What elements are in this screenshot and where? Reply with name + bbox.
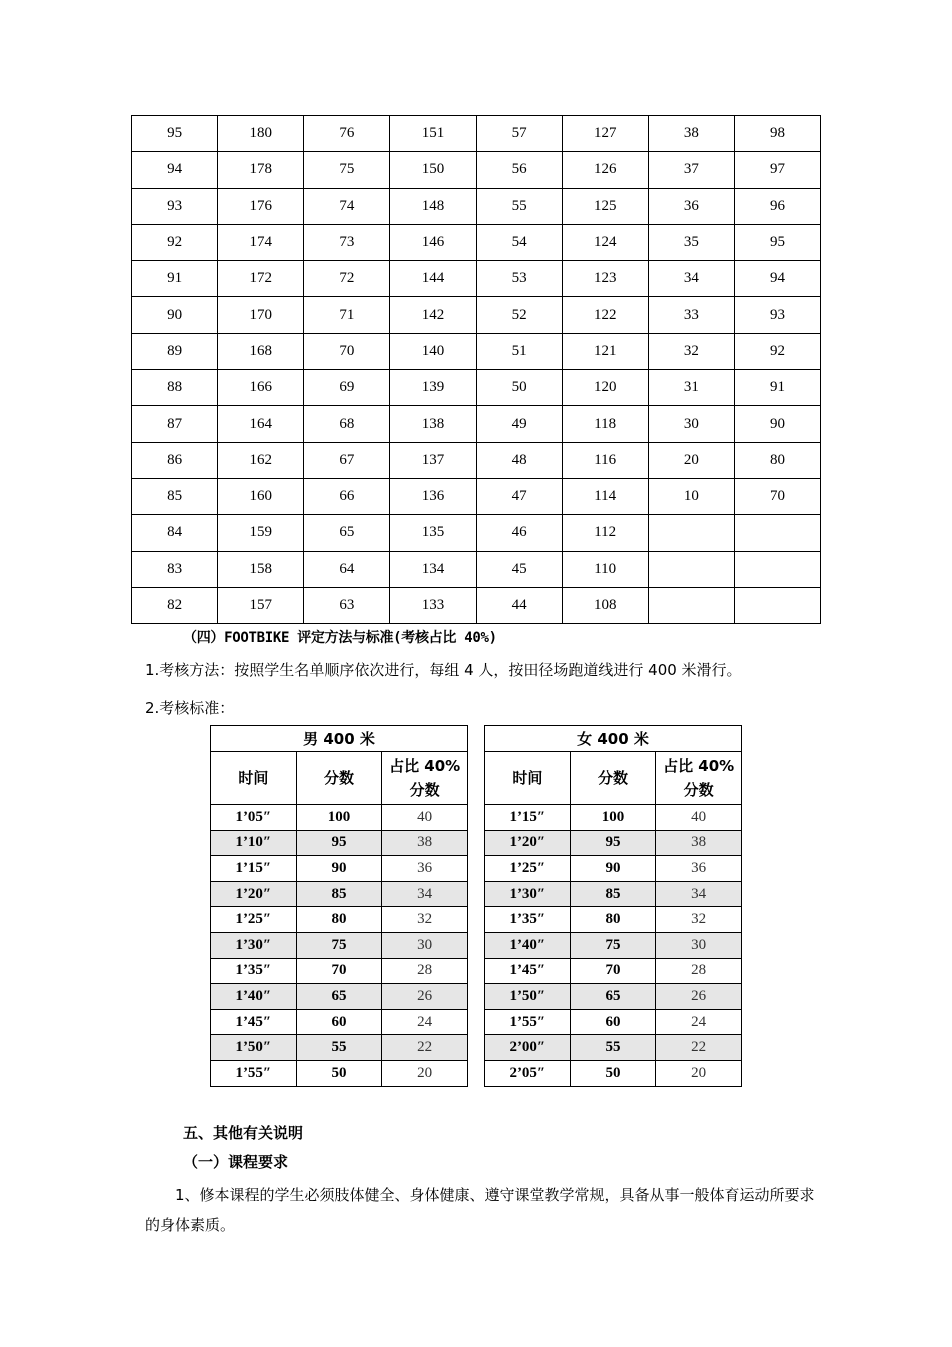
table-cell: 91	[734, 370, 820, 406]
course-requirements-title: （一）课程要求	[183, 1153, 289, 1171]
women-table-row	[485, 932, 742, 958]
table-cell: 68	[304, 406, 390, 442]
table-cell: 52	[476, 297, 562, 333]
men-table-row	[211, 1035, 468, 1061]
table-cell: 124	[562, 224, 648, 260]
table-cell: 162	[218, 442, 304, 478]
table-row	[132, 442, 821, 478]
table-cell: 139	[390, 370, 476, 406]
score-cell: 80	[296, 907, 382, 933]
score-cell: 80	[570, 907, 656, 933]
men-table-row	[211, 805, 468, 831]
time-cell: 1’55″	[485, 1009, 571, 1035]
table-cell: 178	[218, 152, 304, 188]
time-cell: 1’30″	[211, 932, 297, 958]
table-cell	[734, 515, 820, 551]
weighted-score-cell: 24	[382, 1009, 468, 1035]
time-cell: 1’50″	[211, 1035, 297, 1061]
table-cell: 76	[304, 116, 390, 152]
men-table-row	[211, 1060, 468, 1086]
table-cell: 180	[218, 116, 304, 152]
table-cell: 118	[562, 406, 648, 442]
table-cell: 30	[648, 406, 734, 442]
score-cell: 100	[296, 805, 382, 831]
table-cell: 123	[562, 261, 648, 297]
table-cell: 93	[132, 188, 218, 224]
weighted-score-cell: 30	[656, 932, 742, 958]
score-cell: 70	[296, 958, 382, 984]
table-row	[132, 370, 821, 406]
weighted-score-cell: 30	[382, 932, 468, 958]
table-row	[132, 587, 821, 623]
score-cell: 50	[570, 1060, 656, 1086]
table-cell	[648, 587, 734, 623]
table-cell: 83	[132, 551, 218, 587]
table-cell: 70	[304, 333, 390, 369]
men-table-row	[211, 830, 468, 856]
table-cell: 84	[132, 515, 218, 551]
table-cell: 20	[648, 442, 734, 478]
table-cell: 49	[476, 406, 562, 442]
table-cell	[648, 515, 734, 551]
table-cell: 172	[218, 261, 304, 297]
time-cell: 2’00″	[485, 1035, 571, 1061]
table-cell: 38	[648, 116, 734, 152]
table-cell: 70	[734, 478, 820, 514]
time-cell: 1’55″	[211, 1060, 297, 1086]
table-cell: 120	[562, 370, 648, 406]
score-cell: 65	[570, 984, 656, 1010]
time-cell: 1’15″	[485, 805, 571, 831]
table-cell: 140	[390, 333, 476, 369]
table-cell: 114	[562, 478, 648, 514]
time-cell: 1’45″	[485, 958, 571, 984]
weighted-score-cell: 20	[382, 1060, 468, 1086]
weighted-score-cell: 34	[382, 881, 468, 907]
table-cell: 144	[390, 261, 476, 297]
table-cell: 37	[648, 152, 734, 188]
table-cell: 138	[390, 406, 476, 442]
score-cell: 65	[296, 984, 382, 1010]
weighted-score-cell: 28	[382, 958, 468, 984]
table-cell: 127	[562, 116, 648, 152]
time-cell: 2’05″	[485, 1060, 571, 1086]
men-table-row	[211, 1009, 468, 1035]
table-cell: 85	[132, 478, 218, 514]
table-cell: 98	[734, 116, 820, 152]
table-cell: 157	[218, 587, 304, 623]
table-cell: 136	[390, 478, 476, 514]
men-header-score: 分数	[296, 752, 382, 805]
table-cell: 142	[390, 297, 476, 333]
score-cell: 55	[296, 1035, 382, 1061]
table-cell: 121	[562, 333, 648, 369]
table-cell: 51	[476, 333, 562, 369]
weighted-score-cell: 40	[382, 805, 468, 831]
table-cell: 168	[218, 333, 304, 369]
table-cell: 63	[304, 587, 390, 623]
table-row	[132, 261, 821, 297]
table-row	[132, 297, 821, 333]
time-cell: 1’40″	[485, 932, 571, 958]
table-cell: 80	[734, 442, 820, 478]
table-cell: 67	[304, 442, 390, 478]
weighted-score-cell: 26	[656, 984, 742, 1010]
table-cell: 87	[132, 406, 218, 442]
table-cell: 50	[476, 370, 562, 406]
men-header-time: 时间	[211, 752, 297, 805]
women-table-row	[485, 984, 742, 1010]
table-cell	[648, 551, 734, 587]
table-row	[132, 478, 821, 514]
women-table-row	[485, 1009, 742, 1035]
time-cell: 1’35″	[485, 907, 571, 933]
time-cell: 1’20″	[211, 881, 297, 907]
score-cell: 55	[570, 1035, 656, 1061]
table-cell: 93	[734, 297, 820, 333]
men-400m-table	[210, 725, 468, 1087]
table-cell: 133	[390, 587, 476, 623]
table-cell: 45	[476, 551, 562, 587]
section5-title: 五、其他有关说明	[183, 1124, 304, 1142]
weighted-score-cell: 26	[382, 984, 468, 1010]
time-cell: 1’45″	[211, 1009, 297, 1035]
table-cell: 134	[390, 551, 476, 587]
table-cell: 73	[304, 224, 390, 260]
table-cell: 31	[648, 370, 734, 406]
men-table-row	[211, 984, 468, 1010]
table-cell: 176	[218, 188, 304, 224]
weighted-score-cell: 38	[382, 830, 468, 856]
table-cell: 89	[132, 333, 218, 369]
table-row	[132, 224, 821, 260]
table-cell: 94	[734, 261, 820, 297]
table-cell: 116	[562, 442, 648, 478]
table-cell: 72	[304, 261, 390, 297]
table-cell: 64	[304, 551, 390, 587]
table-cell: 126	[562, 152, 648, 188]
weighted-score-cell: 20	[656, 1060, 742, 1086]
men-table-row	[211, 856, 468, 882]
women-table-row	[485, 805, 742, 831]
score-cell: 85	[296, 881, 382, 907]
table-cell: 170	[218, 297, 304, 333]
table-cell: 159	[218, 515, 304, 551]
table-cell: 33	[648, 297, 734, 333]
weighted-score-cell: 36	[656, 856, 742, 882]
weighted-score-cell: 36	[382, 856, 468, 882]
table-cell: 34	[648, 261, 734, 297]
score-cell: 50	[296, 1060, 382, 1086]
men-table-row	[211, 932, 468, 958]
women-table-row	[485, 830, 742, 856]
table-row	[132, 116, 821, 152]
table-cell: 57	[476, 116, 562, 152]
women-table-row	[485, 881, 742, 907]
table-row	[132, 515, 821, 551]
time-cell: 1’20″	[485, 830, 571, 856]
table-cell: 48	[476, 442, 562, 478]
women-header-score: 分数	[570, 752, 656, 805]
score-cell: 60	[570, 1009, 656, 1035]
table-cell: 86	[132, 442, 218, 478]
table-cell: 74	[304, 188, 390, 224]
time-cell: 1’25″	[211, 907, 297, 933]
score-cell: 95	[296, 830, 382, 856]
table-cell: 56	[476, 152, 562, 188]
men-table-row	[211, 958, 468, 984]
table-cell: 164	[218, 406, 304, 442]
women-table-row	[485, 1035, 742, 1061]
table-cell: 92	[734, 333, 820, 369]
men-table-caption: 男 400 米	[211, 726, 468, 752]
men-table-row	[211, 907, 468, 933]
table-cell: 10	[648, 478, 734, 514]
weighted-score-cell: 40	[656, 805, 742, 831]
table-cell: 146	[390, 224, 476, 260]
women-header-weighted: 占比 40% 分数	[656, 752, 742, 805]
table-cell: 96	[734, 188, 820, 224]
table-cell: 46	[476, 515, 562, 551]
women-table-row	[485, 958, 742, 984]
men-header-weighted: 占比 40% 分数	[382, 752, 468, 805]
table-cell: 36	[648, 188, 734, 224]
table-cell: 94	[132, 152, 218, 188]
table-cell: 92	[132, 224, 218, 260]
table-cell: 150	[390, 152, 476, 188]
score-table	[131, 115, 821, 624]
table-cell: 90	[132, 297, 218, 333]
table-cell: 75	[304, 152, 390, 188]
score-cell: 70	[570, 958, 656, 984]
table-cell: 47	[476, 478, 562, 514]
table-cell: 66	[304, 478, 390, 514]
table-cell: 53	[476, 261, 562, 297]
section4-heading: （四）FOOTBIKE 评定方法与标准(考核占比 40%)	[183, 630, 497, 646]
score-cell: 95	[570, 830, 656, 856]
women-table-caption: 女 400 米	[485, 726, 742, 752]
time-cell: 1’10″	[211, 830, 297, 856]
weighted-score-cell: 38	[656, 830, 742, 856]
weighted-score-cell: 32	[656, 907, 742, 933]
table-cell: 55	[476, 188, 562, 224]
time-cell: 1’30″	[485, 881, 571, 907]
table-cell: 44	[476, 587, 562, 623]
table-cell: 32	[648, 333, 734, 369]
women-400m-table	[484, 725, 742, 1087]
table-row	[132, 152, 821, 188]
time-cell: 1’50″	[485, 984, 571, 1010]
table-row	[132, 406, 821, 442]
women-table-row	[485, 856, 742, 882]
score-cell: 85	[570, 881, 656, 907]
table-cell: 110	[562, 551, 648, 587]
table-row	[132, 333, 821, 369]
table-cell: 65	[304, 515, 390, 551]
women-header-time: 时间	[485, 752, 571, 805]
table-cell: 97	[734, 152, 820, 188]
table-cell	[734, 551, 820, 587]
men-table-row	[211, 881, 468, 907]
table-cell: 69	[304, 370, 390, 406]
table-cell: 108	[562, 587, 648, 623]
weighted-score-cell: 24	[656, 1009, 742, 1035]
table-cell: 71	[304, 297, 390, 333]
score-cell: 75	[570, 932, 656, 958]
weighted-score-cell: 32	[382, 907, 468, 933]
women-table-row	[485, 907, 742, 933]
table-cell: 122	[562, 297, 648, 333]
table-cell: 151	[390, 116, 476, 152]
course-requirements-body: 1、修本课程的学生必须肢体健全、身体健康、遵守课堂教学常规，具备从事一般体育运动所要求的身体素质。	[145, 1186, 815, 1234]
women-table-row	[485, 1060, 742, 1086]
table-cell: 82	[132, 587, 218, 623]
score-cell: 60	[296, 1009, 382, 1035]
weighted-score-cell: 34	[656, 881, 742, 907]
score-cell: 90	[570, 856, 656, 882]
table-cell: 160	[218, 478, 304, 514]
table-cell: 135	[390, 515, 476, 551]
table-cell: 95	[734, 224, 820, 260]
table-row	[132, 188, 821, 224]
table-cell: 90	[734, 406, 820, 442]
weighted-score-cell: 22	[382, 1035, 468, 1061]
time-cell: 1’35″	[211, 958, 297, 984]
table-cell: 158	[218, 551, 304, 587]
time-cell: 1’15″	[211, 856, 297, 882]
time-cell: 1’40″	[211, 984, 297, 1010]
table-cell: 148	[390, 188, 476, 224]
table-cell	[734, 587, 820, 623]
weighted-score-cell: 22	[656, 1035, 742, 1061]
table-row	[132, 551, 821, 587]
table-cell: 125	[562, 188, 648, 224]
table-cell: 88	[132, 370, 218, 406]
score-cell: 75	[296, 932, 382, 958]
score-cell: 90	[296, 856, 382, 882]
table-cell: 91	[132, 261, 218, 297]
table-cell: 137	[390, 442, 476, 478]
table-cell: 35	[648, 224, 734, 260]
table-cell: 95	[132, 116, 218, 152]
table-cell: 174	[218, 224, 304, 260]
time-cell: 1’25″	[485, 856, 571, 882]
time-cell: 1’05″	[211, 805, 297, 831]
table-cell: 54	[476, 224, 562, 260]
score-cell: 100	[570, 805, 656, 831]
table-cell: 112	[562, 515, 648, 551]
weighted-score-cell: 28	[656, 958, 742, 984]
assessment-method: 1.考核方法：按照学生名单顺序依次进行，每组 4 人，按田径场跑道线进行 400 米滑行。	[145, 661, 742, 679]
assessment-standard-label: 2.考核标准：	[145, 699, 235, 717]
table-cell: 166	[218, 370, 304, 406]
